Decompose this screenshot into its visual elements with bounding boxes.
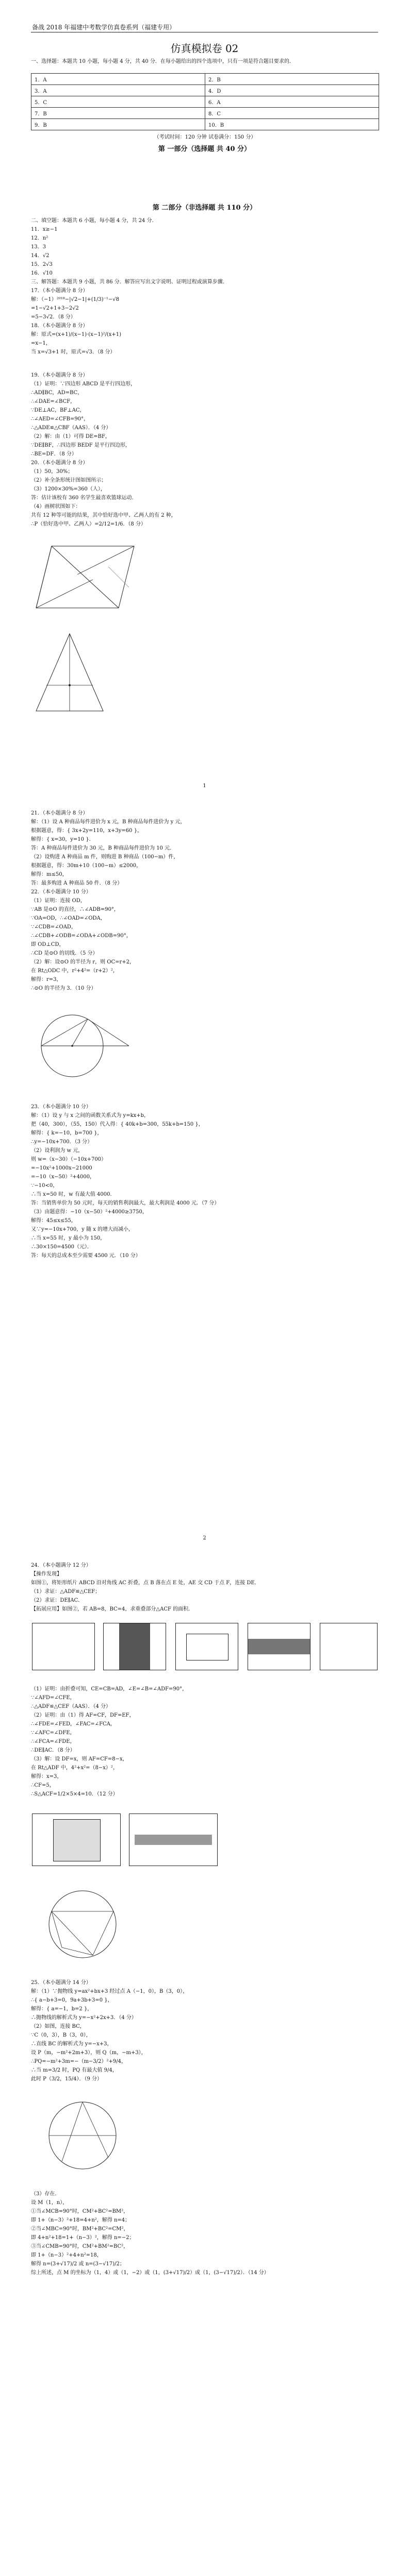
text-line: （3）存在． [31, 2191, 60, 2197]
page-number: 2 [203, 1535, 206, 1541]
text-line: 16．√10 [31, 270, 53, 276]
figure-rectangle-5 [320, 1623, 378, 1670]
text-line: ∴△ADF≌△CEF（AAS）．（4 分） [31, 1704, 111, 1709]
text-line: 22．（本小题满分 10 分） [31, 889, 91, 895]
text-line: 20．（本小题满分 8 分） [31, 460, 88, 466]
text-line: ∴△ADE≌△CBF（AAS）．（4 分） [31, 425, 111, 431]
text-line: ∵AB 是⊙O 的直径，∴∠ADB=90°， [31, 907, 119, 912]
text-line: ∴S△ACF=1/2×5×4=10．（12 分） [31, 1791, 118, 1797]
answers-block-4 [31, 1103, 379, 1260]
circle-figure-3 [31, 2092, 134, 2179]
text-line: （1）证明：连接 OD， [31, 898, 86, 904]
text-line: ∵∠AFC=∠DFE， [31, 1730, 75, 1736]
shaded-region [119, 1623, 150, 1670]
text-line: 11．x≥−1 [31, 227, 58, 232]
text-line: ∴当 x=50 时，w 有最大值 4000． [31, 1192, 116, 1197]
figure-fold-2 [129, 1814, 218, 1866]
text-line: （1）证明：由折叠可知，CE=CB=AD，∠E=∠B=∠ADF=90°， [31, 1686, 188, 1692]
text-line: 答：最多购进 A 种商品 50 件．（8 分） [31, 880, 123, 886]
text-line: ∴⊙O 的半径为 3．（10 分） [31, 986, 96, 991]
text-line: 答：每天的总成本至少需要 4500 元．（10 分） [31, 1253, 141, 1259]
text-line: ∴∠DAE=∠BCF， [31, 399, 76, 404]
answer-cell: 3．A [31, 85, 205, 96]
inner-rectangle [186, 1634, 228, 1660]
text-line: 答：当销售单价为 50 元时，每天的销售利润最大，最大利润是 4000 元．（7 分） [31, 1200, 220, 1206]
text-line: ∴当 m=3/2 时，PQ 有最大值 9/4， [31, 2067, 118, 2073]
text-line: ③当∠CMB=90°时，CM²+BM²=BC²， [31, 2244, 129, 2249]
figure-rectangle-2 [103, 1623, 166, 1670]
text-line: 即 1+（n−3）²+4+n²=18， [31, 2252, 102, 2258]
text-line: 设 P（m，−m²+2m+3），则 Q（m，−m+3）， [31, 2050, 146, 2056]
text-line: ∴CF=5， [31, 1783, 55, 1788]
answers-block-5 [31, 1561, 379, 1614]
text-line: ∵−10<0， [31, 1183, 58, 1189]
text-line: 解：（1）设 y 与 x 之间的函数关系式为 y=kx+b， [31, 1113, 150, 1118]
text-line: 【拓展应用】如图②，若 AB=8，BC=4，求重叠部分△ACF 的面积． [31, 1606, 194, 1612]
text-line: 解得：r=3， [31, 977, 62, 982]
text-line: 解得：{ k=−10，b=700 }， [31, 1130, 103, 1136]
text-line: （4）画树状图如下： [31, 504, 81, 510]
text-line: 12．n² [31, 235, 48, 241]
section-two-heading: 第 二部分（非选择题 共 110 分） [152, 204, 257, 212]
text-line: 在 Rt△ODC 中，r²+4²=（r+2）²， [31, 968, 118, 974]
parallelogram-figure [31, 536, 144, 623]
text-line: ②当∠MBC=90°时，BM²+BC²=CM²， [31, 2226, 129, 2232]
text-line: 则 w=（x−30）（−10x+700） [31, 1157, 107, 1162]
text-line: ∴∠CDB+∠ODB=∠ODA+∠ODB=90°， [31, 933, 132, 939]
text-line: ∵DE∥BF，∴四边形 BEDF 是平行四边形， [31, 443, 130, 448]
text-line: （2）解：设⊙O 的半径为 r，则 OC=r+2， [31, 959, 135, 965]
text-line: ∵C（0，3），B（3，0）， [31, 2032, 91, 2038]
text-line: 即 1+（n−3）²+18=4+n²，解得 n=4； [31, 2217, 130, 2223]
table-row [31, 108, 379, 119]
text-line: ∴AD∥BC，AD=BC， [31, 390, 83, 396]
text-line: （1）证明：∵四边形 ABCD 是平行四边形， [31, 381, 136, 387]
text-line: 13．3 [31, 244, 46, 250]
text-line: ∴30×150=4500（元）． [31, 1244, 93, 1250]
text-line: 三、解答题：本题共 9 小题，共 86 分．解答应写出文字说明、证明过程或演算步骤． [31, 279, 228, 285]
answers-block-6b [31, 2190, 379, 2277]
text-line: 解：（−1）²⁰¹⁸−|√2−1|+(1/3)⁻¹−√8 [31, 297, 120, 302]
text-line: 答：A 种商品每件进价为 30 元，B 种商品每件进价为 10 元． [31, 845, 175, 851]
circle-figure-2 [31, 1880, 134, 1968]
text-line: 把（40，300），（55，150）代入得：{ 40k+b=300，55k+b=150 }， [31, 1122, 204, 1127]
text-line: 共有 12 种等可能的结果，其中恰好选中甲、乙两人的有 2 种， [31, 513, 176, 518]
text-line: （1）50，30%； [31, 469, 73, 474]
text-line: （2）设购进 A 种商品 m 件，则购进 B 种商品（100−m）件， [31, 854, 179, 860]
figure-rectangle-3 [175, 1623, 238, 1670]
text-line: 解：（1）∵抛物线 y=ax²+bx+3 经过点 A（−1，0），B（3，0）， [31, 1989, 188, 1994]
choice-intro: 一、选择题：本题共 10 小题，每小题 4 分，共 40 分．在每小题给出的四个选项中，只有一项是符合题目要求的． [31, 59, 295, 64]
text-line: 15．2√3 [31, 262, 53, 267]
text-line: （3）1200×30%=360（人）， [31, 486, 106, 492]
text-line: 21．（本小题满分 8 分） [31, 810, 88, 816]
answer-table [31, 73, 379, 130]
fold-band [135, 1835, 212, 1845]
text-line: （2）求证：DE∥AC． [31, 1598, 84, 1603]
text-line: ∴∠AED=∠CFB=90°， [31, 416, 89, 422]
section-one-heading: 第 一部分（选择题 共 40 分） [158, 145, 251, 153]
text-line: 【操作发现】 [31, 1571, 62, 1577]
text-line: =−10（x−50）²+4000， [31, 1174, 95, 1180]
exam-title: 仿真模拟卷 02 [170, 42, 239, 55]
text-line: 解：（1）设 A 种商品每件进价为 x 元，B 种商品每件进价为 y 元， [31, 819, 186, 825]
answer-cell: 4．D [205, 85, 379, 96]
text-line: 设 M（1，n）， [31, 2200, 68, 2206]
text-line: 二、填空题：本题共 6 小题，每小题 4 分，共 24 分． [31, 218, 157, 224]
answer-cell: 9．B [31, 119, 205, 130]
table-row [31, 85, 379, 96]
text-line: （3）由题意得：−10（x−50）²+4000≥3750， [31, 1209, 148, 1215]
text-line: ∴{ a−b+3=0，9a+3b+3=0 }， [31, 1997, 113, 2003]
answer-cell: 1．A [31, 74, 205, 85]
text-line: 解：原式=(x+1)/(x−1)·(x−1)²/(x+1) [31, 332, 122, 337]
text-line: 又∵y=−10x+700，y 随 x 的增大而减小， [31, 1227, 134, 1232]
circle-tangent-figure [31, 1005, 134, 1087]
shaded-strip [248, 1639, 310, 1654]
text-line: （3）解：设 DF=x，则 AF=CF=8−x， [31, 1756, 128, 1762]
text-line: 解得：{ a=−1，b=2 }， [31, 2006, 93, 2012]
answers-block-3 [31, 809, 379, 993]
text-line: （2）设利润为 w 元， [31, 1148, 84, 1154]
text-line: 当 x=√3+1 时，原式=√3．（8 分） [31, 349, 116, 355]
text-line: =5−3√2．（8 分） [31, 314, 76, 320]
text-line: ∵DE⊥AC，BF⊥AC， [31, 408, 85, 413]
answer-cell: 10．B [205, 119, 379, 130]
text-line: （2）补全条形统计图如图所示； [31, 478, 107, 483]
answer-cell: 6．A [205, 96, 379, 108]
text-line: （2）如图，连接 BC， [31, 2024, 85, 2029]
figure-rectangle-1 [32, 1623, 95, 1670]
table-row [31, 74, 379, 85]
answer-cell: 2．B [205, 74, 379, 85]
table-row [31, 119, 379, 130]
figure-fold-1 [32, 1814, 121, 1866]
text-line: ∴PQ=−m²+3m=−（m−3/2）²+9/4， [31, 2059, 126, 2064]
text-line: 根据题意，得：{ 3x+2y=110，x+3y=60 }， [31, 828, 143, 834]
exam-meta: （考试时间：120 分钟 试卷满分：150 分） [154, 134, 256, 140]
text-line: 根据题意，得：30m+10（100−m）≤2000， [31, 863, 142, 869]
text-line: （2）证明：由（1）得 AF=CF，DF=EF， [31, 1713, 135, 1718]
text-line: 解得：45≤x≤55， [31, 1218, 76, 1224]
text-line: 此时 P（3/2，15/4）．（9 分） [31, 2076, 102, 2082]
answer-cell: 8．C [205, 108, 379, 119]
table-row [31, 96, 379, 108]
text-line: 在 Rt△ADF 中，4²+x²=（8−x）²， [31, 1765, 118, 1771]
text-line: 解得：{ x=30，y=10 }． [31, 837, 94, 842]
text-line: =x−1， [31, 341, 51, 346]
text-line: ∴∠FCA=∠FDE， [31, 1739, 75, 1744]
text-line: 解得：m≤50， [31, 872, 68, 877]
figure-rectangle-4 [248, 1623, 310, 1670]
text-line: 25．（本小题满分 14 分） [31, 1980, 91, 1986]
text-line: 23．（本小题满分 10 分） [31, 1104, 91, 1110]
text-line: ∵OA=OD，∴∠OAD=∠ODA， [31, 916, 106, 921]
text-line: ∴当 x=55 时，y 最小为 150， [31, 1235, 106, 1241]
text-line: ∴BE=DF．（8 分） [31, 451, 77, 457]
document-header: 备战 2018 年福建中考数学仿真卷系列（福建专用） [32, 24, 176, 31]
text-line: ∴y=−10x+700．（3 分） [31, 1139, 93, 1145]
page-number: 1 [203, 783, 206, 789]
text-line: （2）解：由（1）可得 DE=BF， [31, 434, 110, 439]
text-line: ∴抛物线的解析式为 y=−x²+2x+3．（4 分） [31, 2015, 137, 2021]
answers-block-1 [31, 216, 379, 357]
text-line: 即 OD⊥CD， [31, 942, 64, 947]
text-line: 综上所述，点 M 的坐标为（1，4）或（1，−2）或（1，(3+√17)/2）或（1，(3−√17)/2）．（14 分） [31, 2270, 269, 2276]
text-line: 解得：x=3， [31, 1774, 62, 1780]
text-line: 18．（本小题满分 8 分） [31, 323, 88, 329]
text-line: 19．（本小题满分 8 分） [31, 372, 88, 378]
text-line: 17．（本小题满分 8 分） [31, 288, 88, 294]
triangle-figure [31, 629, 108, 721]
text-line: 14．√2 [31, 253, 50, 259]
answers-block-2 [31, 371, 379, 529]
text-line: ∴直线 BC 的解析式为 y=−x+3， [31, 2041, 112, 2047]
text-line: ∴DE∥AC．（8 分） [31, 1748, 75, 1753]
answer-cell: 5．C [31, 96, 205, 108]
text-line: 解得 n=(3+√17)/2 或 n=(3−√17)/2； [31, 2261, 125, 2267]
text-line: ∴∠FDE=∠FED，∠FAC=∠FCA， [31, 1721, 116, 1727]
text-line: ①当∠MCB=90°时，CM²+BC²=BM²， [31, 2209, 129, 2214]
text-line: （1）求证：△ADF≌△CEF； [31, 1589, 101, 1595]
text-line: ∴CD 是⊙O 的切线．（5 分） [31, 951, 98, 956]
text-line: 即 4+n²+18=1+（n−3）²，解得 n=−2； [31, 2235, 135, 2241]
text-line: ∵∠AFD=∠CFE， [31, 1695, 75, 1701]
text-line: ∵∠CDB=∠OAD， [31, 924, 76, 930]
text-line: 答：估计该校有 360 名学生最喜欢篮球运动． [31, 495, 137, 501]
text-line: 24．（本小题满分 12 分） [31, 1563, 91, 1568]
text-line: 如图①，将矩形纸片 ABCD 沿对角线 AC 折叠，点 B 落在点 E 处，AE 交 CD 于点 F，连接 DE． [31, 1580, 260, 1586]
text-line: =−10x²+1000x−21000 [31, 1165, 92, 1171]
fold-region [53, 1819, 101, 1861]
text-line: =1−√2+1+3−2√2 [31, 306, 79, 311]
answers-block-5b [31, 1685, 379, 1799]
answers-block-6 [31, 1978, 379, 2083]
answer-cell: 7．B [31, 108, 205, 119]
text-line: ∴P（恰好选中甲、乙两人）=2/12=1/6．（8 分） [31, 521, 146, 527]
